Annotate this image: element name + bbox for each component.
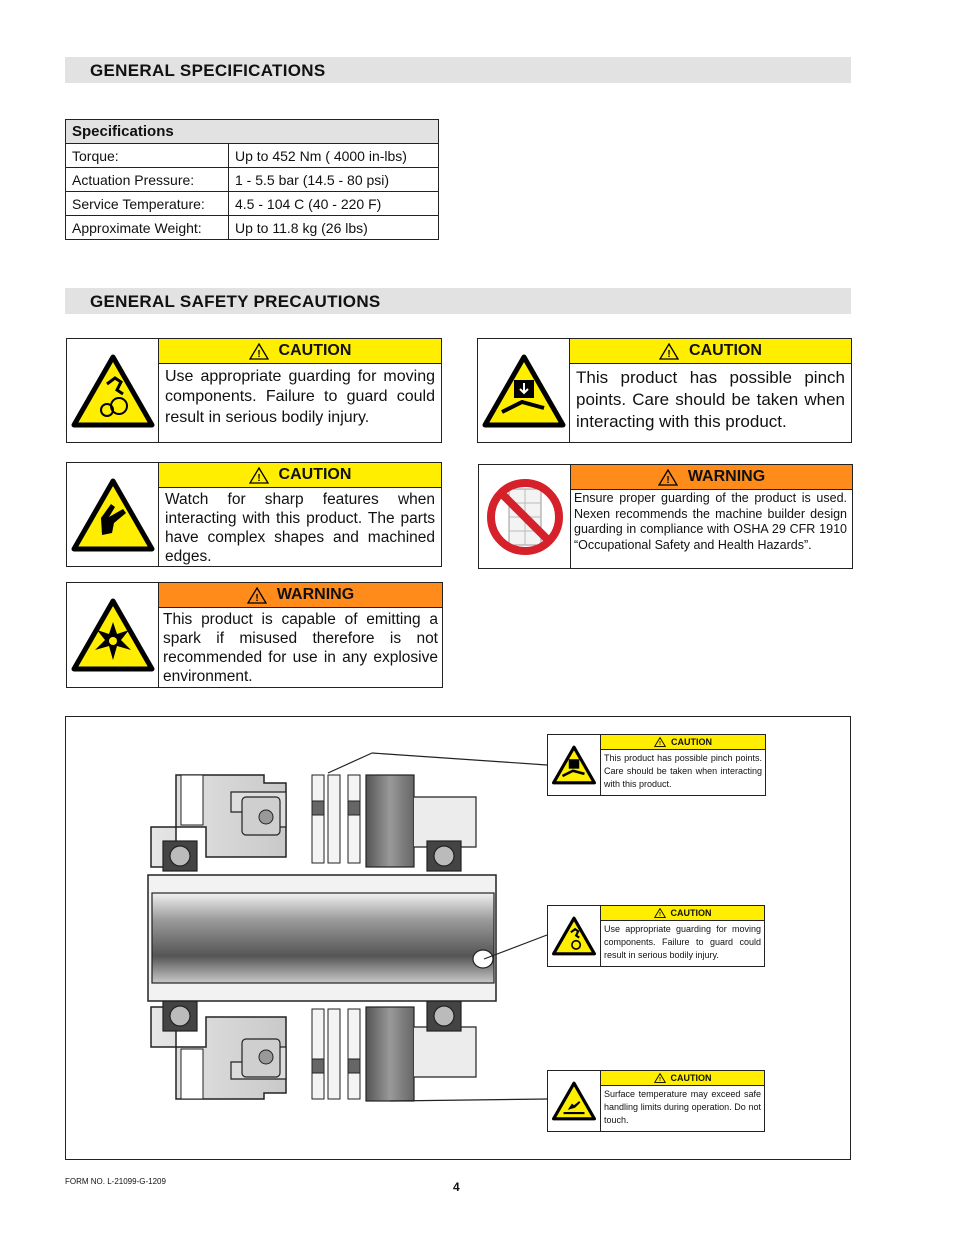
- warning-text: This product is capable of emitting a spark if misused therefore is not recommended for use in any explosive environment.: [163, 611, 438, 685]
- svg-text:!: !: [255, 592, 259, 604]
- table-row: Approximate Weight: Up to 11.8 kg (26 lbs): [66, 216, 439, 240]
- svg-text:!: !: [667, 348, 671, 360]
- svg-text:!: !: [256, 472, 261, 484]
- table-row: Service Temperature: 4.5 - 104 C (40 - 220 F): [66, 192, 439, 216]
- caution-text: Use appropriate guarding for moving components. Failure to guard could result in serious bodily injury.: [604, 924, 761, 961]
- product-diagram: [65, 716, 851, 1160]
- caution-text: This product has possible pinch points. Care should be taken when interacting with this product.: [604, 753, 762, 790]
- caution-header: ! CAUTION: [601, 906, 764, 921]
- hot-surface-icon: [548, 1071, 601, 1131]
- diagram-caution-label-pinch: [547, 734, 766, 796]
- caution-text: Watch for sharp features when interacting with this product. The parts have complex shapes and machined edges.: [165, 491, 435, 565]
- svg-text:!: !: [658, 912, 661, 918]
- warning-header: ! WARNING: [571, 465, 852, 490]
- moving-parts-icon: [67, 339, 159, 442]
- warning-triangle-icon: [654, 908, 666, 918]
- safety-section-header: [65, 288, 851, 314]
- table-row: Actuation Pressure: 1 - 5.5 bar (14.5 - 80 psi): [66, 168, 439, 192]
- svg-text:!: !: [659, 741, 661, 747]
- caution-text: This product has possible pinch points. Care should be taken when interacting with this product.: [576, 368, 845, 431]
- moving-parts-icon: [548, 906, 601, 966]
- page-number: 4: [453, 1180, 460, 1194]
- pinch-point-icon: [548, 735, 601, 795]
- warning-triangle-icon: [659, 343, 679, 360]
- caution-header: ! CAUTION: [601, 735, 765, 750]
- warning-triangle-icon: [249, 343, 269, 360]
- caution-sign-moving-parts: [66, 338, 442, 443]
- caution-header: ! CAUTION: [159, 339, 441, 364]
- warning-triangle-icon: [654, 1073, 666, 1083]
- explosion-icon: [67, 583, 159, 687]
- caution-header: ! CAUTION: [570, 339, 851, 364]
- form-number: FORM NO. L-21099-G-1209: [65, 1177, 166, 1186]
- diagram-caution-label-hot-surface: [547, 1070, 765, 1132]
- warning-header: ! WARNING: [159, 583, 442, 608]
- pinch-point-icon: [478, 339, 570, 442]
- warning-sign-guarding: [478, 464, 853, 569]
- cut-hand-icon: [67, 463, 159, 566]
- caution-header: ! CAUTION: [159, 463, 441, 488]
- warning-text: Ensure proper guarding of the product is used. Nexen recommends the machine builder design guarding in compliance with OSHA 29 CFR 1910 “Occupational Safety and Health Hazards”.: [574, 491, 847, 552]
- caution-text: Surface temperature may exceed safe handling limits during operation. Do not touch.: [604, 1089, 761, 1126]
- warning-triangle-icon: [658, 469, 678, 486]
- caution-sign-pinch-point: [477, 338, 852, 443]
- warning-triangle-icon: [654, 737, 666, 747]
- specs-section-title: GENERAL SPECIFICATIONS: [90, 61, 326, 80]
- specs-section-header: [65, 57, 851, 83]
- svg-text:!: !: [666, 474, 670, 486]
- caution-text: Use appropriate guarding for moving components. Failure to guard could result in serious bodily injury.: [165, 368, 435, 426]
- table-row: Torque: Up to 452 Nm ( 4000 in-lbs): [66, 144, 439, 168]
- warning-sign-explosion: [66, 582, 443, 688]
- warning-triangle-icon: [249, 467, 269, 484]
- diagram-caution-label-guarding: [547, 905, 765, 967]
- svg-text:!: !: [658, 1077, 661, 1083]
- table-header: Specifications: [66, 120, 439, 144]
- warning-triangle-icon: [247, 587, 267, 604]
- svg-text:!: !: [256, 348, 261, 360]
- specifications-table: [65, 119, 439, 240]
- caution-header: ! CAUTION: [601, 1071, 764, 1086]
- no-access-icon: [479, 465, 571, 568]
- safety-section-title: GENERAL SAFETY PRECAUTIONS: [90, 292, 381, 311]
- caution-sign-sharp-features: [66, 462, 442, 567]
